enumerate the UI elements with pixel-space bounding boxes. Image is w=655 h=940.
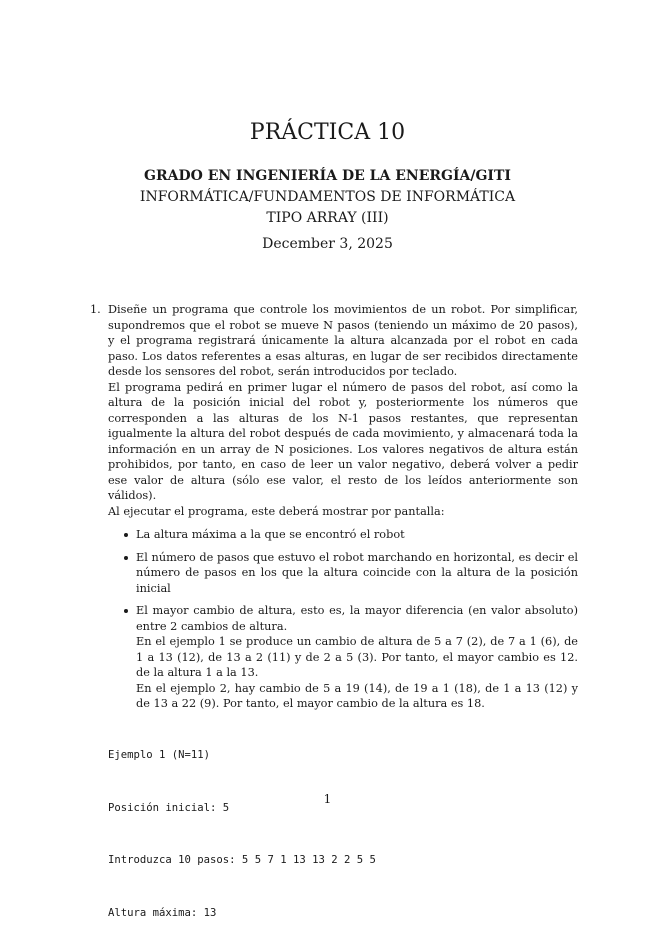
bullet-icon <box>124 533 128 537</box>
list-item-text: El mayor cambio de altura, esto es, la mayor diferencia (en valor absoluto) entre 2 cambios de altura. <box>136 604 578 633</box>
list-item <box>136 527 578 543</box>
bullet-icon <box>124 609 128 613</box>
document-title: PRÁCTICA 10 <box>249 120 406 145</box>
topic-line: TIPO ARRAY (III) <box>266 210 389 226</box>
exercise-paragraph: Diseñe un programa que controle los movimientos de un robot. Por simplificar, supondremos que el robot se mueve N pasos (teniendo un máximo de 20 pasos), y el programa registrará únicamente la altura alcanzada por el robot en cada paso. Los datos referentes a esas alturas, en lugar de ser recibidos directamente desde los sensores del robot, serán introducidos por teclado. <box>108 303 578 378</box>
output-requirements-list <box>108 527 578 712</box>
subtitle-block <box>0 166 655 229</box>
code-example <box>108 712 376 940</box>
list-item <box>136 550 578 597</box>
list-item-text: En el ejemplo 1 se produce un cambio de altura de 5 a 7 (2), de 7 a 1 (6), de 1 a 13 (12), de 13 a 2 (11) y de 2 a 5 (3). Por tanto, el mayor cambio es 12. de la altura 1 a la 13. <box>136 635 578 679</box>
exercise-number: 1. <box>90 303 101 316</box>
list-item-text: La altura máxima a la que se encontró el robot <box>136 528 405 541</box>
code-line: Introduzca 10 pasos: 5 5 7 1 13 13 2 2 5 5 <box>108 854 376 866</box>
course-line: INFORMÁTICA/FUNDAMENTOS DE INFORMÁTICA <box>139 189 516 205</box>
code-line: Ejemplo 1 (N=11) <box>108 749 211 761</box>
exercise-body <box>108 302 578 712</box>
code-line: Posición inicial: 5 <box>108 801 230 814</box>
list-item <box>136 603 578 712</box>
bullet-icon <box>124 556 128 560</box>
exercise-paragraph: Al ejecutar el programa, este deberá mostrar por pantalla: <box>108 504 445 518</box>
degree-line: GRADO EN INGENIERÍA DE LA ENERGÍA/GITI <box>144 168 511 184</box>
code-line: Altura máxima: 13 <box>108 906 217 919</box>
list-item-text: El número de pasos que estuvo el robot marchando en horizontal, es decir el número de pasos en los que la altura coincide con la altura de la posición inicial <box>136 550 578 595</box>
exercise-paragraph: El programa pedirá en primer lugar el número de pasos del robot, así como la altura de la posición inicial del robot y, posteriormente los números que corresponden a las alturas de los N-1 pasos restantes, que representan igualmente la altura del robot después de cada movimiento, y almacenará toda la información en un array de N posiciones. Los valores negativos de altura están prohibidos, por tanto, en caso de leer un valor negativo, deberá volver a pedir ese valor de altura (sólo ese valor, el resto de los leídos anteriormente son válidos). <box>108 380 578 502</box>
page-number: 1 <box>323 792 332 806</box>
document-date: December 3, 2025 <box>262 236 393 252</box>
exercise-list <box>90 302 578 719</box>
list-item-text: En el ejemplo 2, hay cambio de 5 a 19 (14), de 19 a 1 (18), de 1 a 13 (12) y de 13 a 22 (9). Por tanto, el mayor cambio de la altura es 18. <box>136 681 578 710</box>
